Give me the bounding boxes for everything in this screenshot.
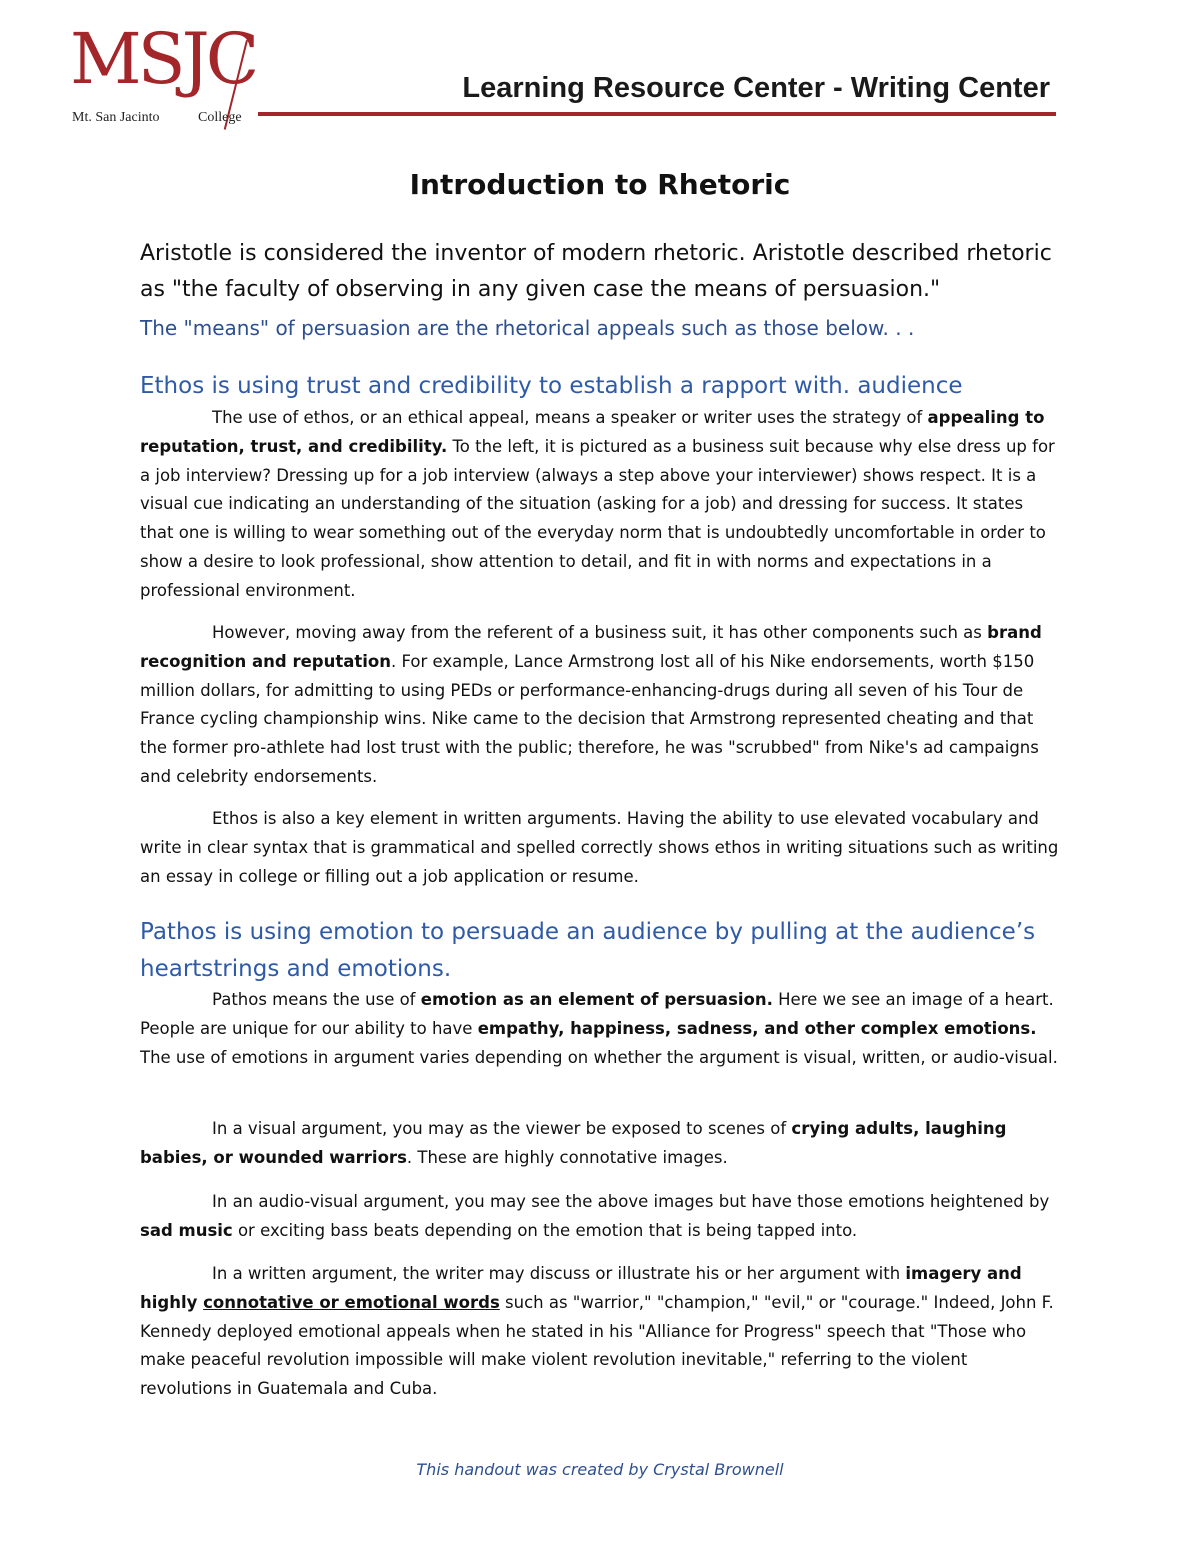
pathos-heading: Pathos is using emotion to persuade an audience by pulling at the audience’s heartstrings and emotions. [140,919,1036,982]
logo-sub-right: College [198,110,242,125]
footer-credit: This handout was created by Crystal Brownell [416,1460,784,1479]
header-title: Learning Resource Center - Writing Center [462,72,1050,104]
ethos-paragraph-2: However, moving away from the referent of a business suit, it has other components such as brand recognition and reputation. For example, Lance Armstrong lost all of his Nike endorsements, worth $150 million dollars, for admitting to using PEDs or performance-enhancing-drugs during all seven of his Tour de France cycling championship wins. Nike came to the decision that Armstrong represented cheating and that the former pro-athlete had lost trust with the public; therefore, he was "scrubbed" from Nike's ad campaigns and celebrity endorsements. [140,623,1042,786]
pathos-paragraph-2: In a visual argument, you may as the viewer be exposed to scenes of crying adults, laughing babies, or wounded warriors. These are highly connotative images. [140,1119,1007,1167]
pathos-paragraph-1: Pathos means the use of emotion as an element of persuasion. Here we see an image of a heart. People are unique for our ability to have empathy, happiness, sadness, and other complex emotions. The use of emotions in argument varies depending on whether the argument is visual, written, or audio-visual. [140,990,1058,1067]
ethos-paragraph-3: Ethos is also a key element in written arguments. Having the ability to use elevated vocabulary and write in clear syntax that is grammatical and spelled correctly shows ethos in writing situations such as writing an essay in college or filling out a job application or resume. [140,809,1059,886]
ethos-paragraph-1: The use of ethos, or an ethical appeal, means a speaker or writer uses the strategy of appealing to reputation, trust, and credibility. To the left, it is pictured as a business suit because why else dress up for a job interview? Dressing up for a job interview (always a step above your interviewer) shows respect. It is a visual cue indicating an understanding of the situation (asking for a job) and dressing for success. It states that one is willing to wear something out of the everyday norm that is undoubtedly uncomfortable in order to show a desire to look professional, show attention to detail, and fit in with norms and expectations in a professional environment. [140,408,1055,600]
intro-means-line: The "means" of persuasion are the rhetorical appeals such as those below. . . [140,316,915,340]
pathos-paragraph-3: In an audio-visual argument, you may see the above images but have those emotions heightened by sad music or exciting bass beats depending on the emotion that is being tapped into. [140,1192,1050,1240]
logo-letters: MSJC [70,18,256,100]
ethos-heading: Ethos is using trust and credibility to establish a rapport with. audience [140,373,963,399]
pathos-paragraph-4: In a written argument, the writer may discuss or illustrate his or her argument with imagery and highly connotative or emotional words such as "warrior," "champion," "evil," or "courage." Indeed, John F. Kennedy deployed emotional appeals when he stated in his "Alliance for Progress" speech that "Those who make peaceful revolution impossible will make violent revolution inevitable," referring to the violent revolutions in Guatemala and Cuba. [140,1264,1054,1399]
logo-sub-left: Mt. San Jacinto [72,110,160,125]
header-divider [258,112,1056,116]
msjc-logo [70,18,256,125]
document-title: Introduction to Rhetoric [409,168,791,201]
intro-paragraph: Aristotle is considered the inventor of modern rhetoric. Aristotle described rhetoric as "the faculty of observing in any given case the means of persuasion." [140,241,1052,302]
